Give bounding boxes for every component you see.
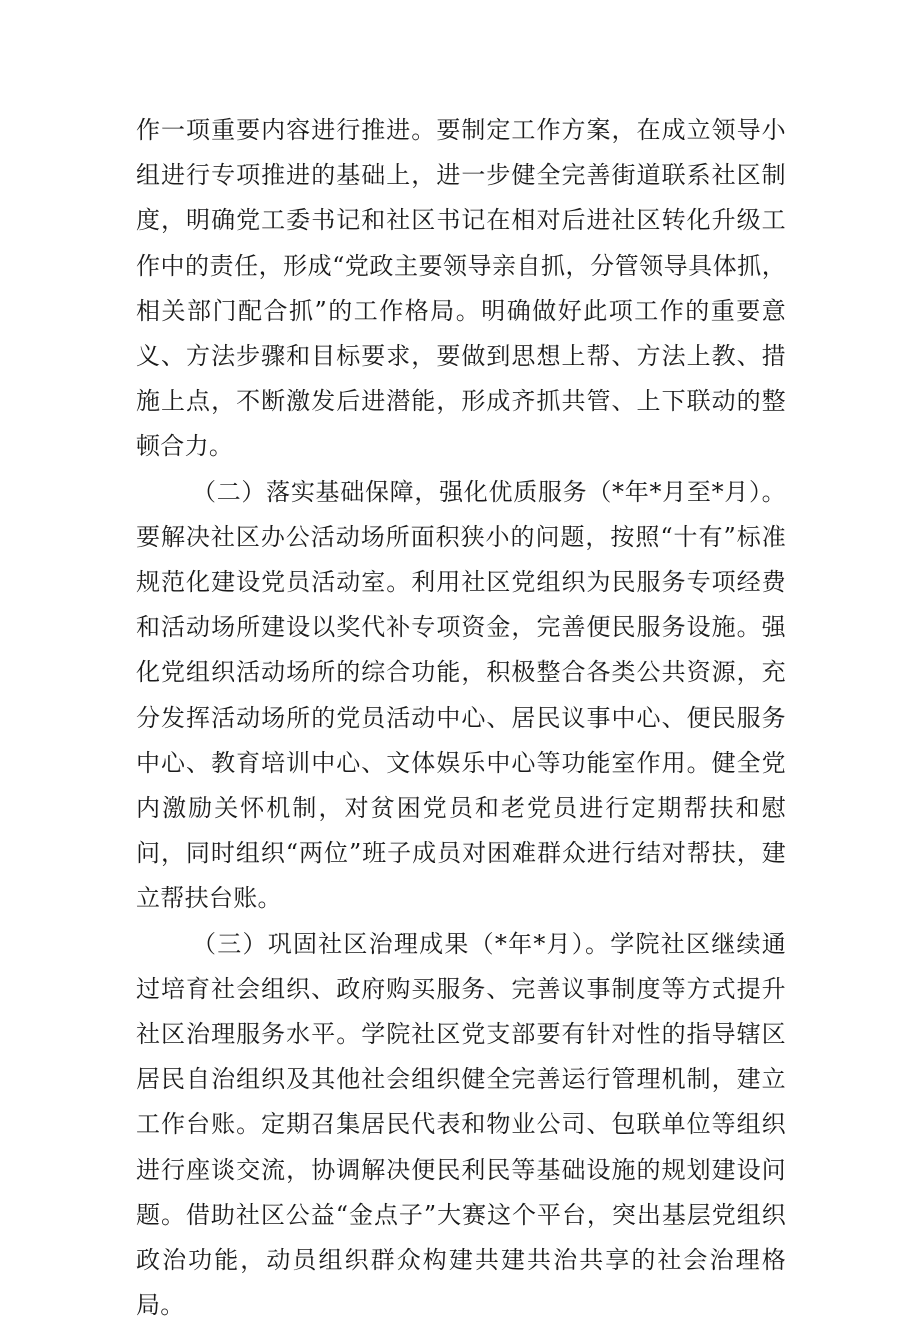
- paragraph-section-3: （三）巩固社区治理成果（*年*月）。学院社区继续通过培育社会组织、政府购买服务、完善议事制度等方式提升社区治理服务水平。学院社区党支部要有针对性的指导辖区居民自治组织及其他社会组织健全完善运行管理机制，建立工作台账。定期召集居民代表和物业公司、包联单位等组织进行座谈交流，协调解决便民利民等基础设施的规划建设问题。借助社区公益“金点子”大赛这个平台，突出基层党组织政治功能，动员组织群众构建共建共治共享的社会治理格局。: [136, 929, 786, 1320]
- document-body: [136, 108, 786, 1328]
- paragraph-continued: 作一项重要内容进行推进。要制定工作方案，在成立领导小组进行专项推进的基础上，进一步健全完善街道联系社区制度，明确党工委书记和社区书记在相对后进社区转化升级工作中的责任，形成“党政主要领导亲自抓，分管领导具体抓，相关部门配合抓”的工作格局。明确做好此项工作的重要意义、方法步骤和目标要求，要做到思想上帮、方法上教、措施上点，不断激发后进潜能，形成齐抓共管、上下联动的整顿合力。: [136, 116, 786, 461]
- paragraph-section-2: （二）落实基础保障，强化优质服务（*年*月至*月）。要解决社区办公活动场所面积狭小的问题，按照“十有”标准规范化建设党员活动室。利用社区党组织为民服务专项经费和活动场所建设以奖代补专项资金，完善便民服务设施。强化党组织活动场所的综合功能，积极整合各类公共资源，充分发挥活动场所的党员活动中心、居民议事中心、便民服务中心、教育培训中心、文体娱乐中心等功能室作用。健全党内激励关怀机制，对贫困党员和老党员进行定期帮扶和慰问，同时组织“两位”班子成员对困难群众进行结对帮扶，建立帮扶台账。: [136, 477, 786, 913]
